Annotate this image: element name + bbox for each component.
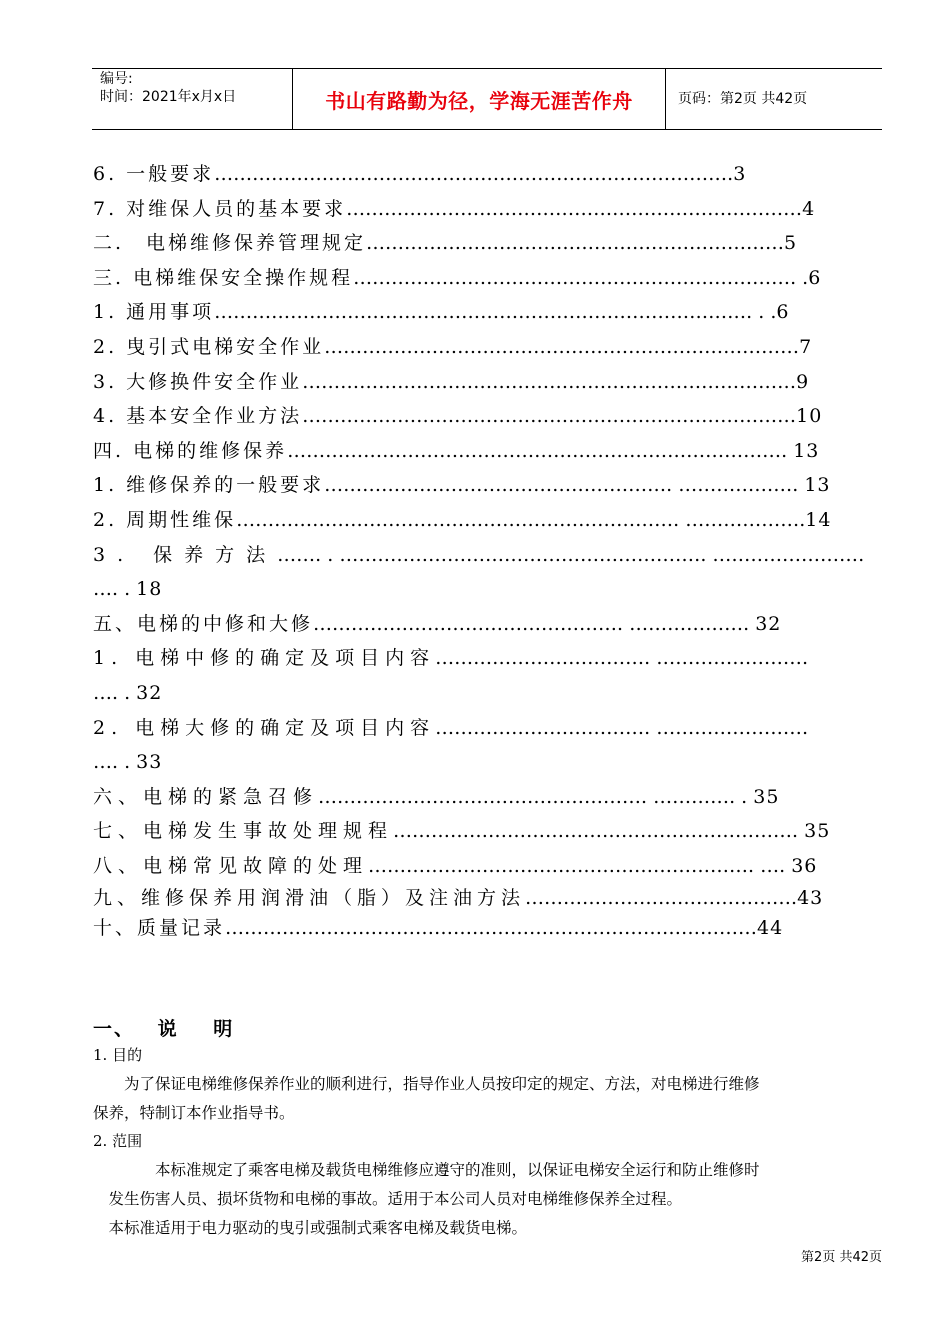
toc-leader: …. . (93, 751, 137, 774)
toc-leader: …. . (93, 578, 137, 601)
toc-leader: ……………………………. …………………… (435, 647, 809, 670)
scope-paragraph (93, 1156, 883, 1243)
toc-leader: ……………………………………………………………. ………………. (236, 508, 806, 531)
toc-leader: ………………………………………………………………… (324, 335, 800, 358)
toc-entry[interactable] (93, 226, 883, 261)
toc-leader: ………………………………………………. ………………. (324, 474, 805, 497)
section-heading-char: 说 (157, 1018, 179, 1040)
toc-page: 18 (136, 578, 163, 601)
subsection-scope: 2. 范围 (93, 1132, 143, 1150)
toc-entry[interactable] (93, 399, 883, 434)
toc-page: 44 (757, 917, 784, 940)
toc-title: 九、维修保养用润滑油（脂）及注油方法 (93, 887, 526, 910)
toc-page: 9 (796, 370, 810, 393)
toc-leader: ………………………………………………………………………. (214, 163, 734, 185)
toc-page: 10 (796, 405, 823, 428)
header-meta (92, 69, 292, 129)
toc-page: 13 (804, 474, 831, 497)
header-page-cell (666, 69, 882, 129)
toc-page: 33 (136, 751, 163, 774)
toc-entry[interactable] (93, 711, 883, 746)
toc-title: 2. 周期性维保 (93, 508, 237, 531)
toc-entry[interactable] (93, 192, 883, 227)
toc-title: 三. 电梯维保安全操作规程 (93, 266, 354, 289)
toc-entry[interactable] (93, 157, 883, 192)
toc-entry[interactable] (93, 468, 883, 503)
toc-page: 5 (784, 232, 798, 255)
toc-title: 二. 电梯维修保养管理规定 (93, 232, 367, 255)
toc-entry[interactable] (93, 365, 883, 400)
table-of-contents (93, 157, 883, 943)
toc-page: 36 (791, 854, 818, 877)
section-heading-char: 明 (213, 1018, 235, 1040)
toc-title: 1. 电梯中修的确定及项目内容 (93, 647, 436, 670)
toc-page: 13 (793, 439, 820, 462)
toc-title: 6. 一般要求 (93, 163, 215, 185)
toc-entry[interactable] (93, 814, 883, 849)
toc-leader: …………………………………………………………………… (302, 405, 797, 428)
toc-page: 35 (753, 785, 780, 808)
toc-page: 43 (797, 887, 824, 910)
header-page-info: 页码：第2页 共42页 (678, 90, 808, 107)
toc-title: 7. 对维保人员的基本要求 (93, 197, 347, 220)
toc-leader: ……………………………………………………………… (346, 197, 803, 220)
toc-title: 3. 保养方法 (93, 543, 278, 566)
toc-leader: ………………………………………………………… (366, 232, 785, 255)
toc-page: 14 (805, 508, 832, 531)
toc-leader: ……. . …………………………………………………. …………………… (277, 543, 865, 566)
toc-leader: ………………………………………………………………………… (225, 917, 758, 940)
toc-page: 6 (776, 301, 790, 324)
toc-leader: ……………………………………………. …………. . (318, 785, 754, 808)
section-number: 一、 (93, 1018, 136, 1040)
toc-leader: …………………………………………………………………… (302, 370, 797, 393)
toc-leader: …. . (93, 681, 137, 704)
toc-page: 32 (136, 681, 163, 704)
toc-title: 2. 电梯大修的确定及项目内容 (93, 716, 436, 739)
toc-page: 4 (802, 197, 816, 220)
toc-leader: ……………………………………………………………. . (353, 266, 809, 289)
paragraph-line: 为了保证电梯维修保养作业的顺利进行，指导作业人员按印定的规定、方法，对电梯进行维修 (93, 1075, 760, 1093)
toc-title: 五、电梯的中修和大修 (93, 612, 314, 635)
subsection-purpose: 1. 目的 (93, 1046, 143, 1064)
toc-entry-continuation[interactable] (93, 745, 883, 780)
header-motto: 书山有路勤为径，学海无涯苦作舟 (325, 88, 633, 113)
toc-entry-continuation[interactable] (93, 676, 883, 711)
toc-title: 1. 维修保养的一般要求 (93, 474, 325, 497)
toc-entry[interactable] (93, 641, 883, 676)
toc-entry[interactable] (93, 538, 883, 573)
toc-leader: ……………………………………………………………………. (287, 439, 794, 462)
toc-entry[interactable] (93, 780, 883, 815)
toc-title: 六、电梯的紧急召修 (93, 785, 319, 808)
toc-entry[interactable] (93, 330, 883, 365)
paragraph-line: 保养，特制订本作业指导书。 (93, 1104, 295, 1122)
toc-title: 八、电梯常见故障的处理 (93, 854, 369, 877)
toc-page: 7 (799, 335, 813, 358)
toc-entry[interactable] (93, 849, 883, 884)
toc-entry[interactable] (93, 295, 883, 330)
toc-entry[interactable] (93, 883, 883, 913)
paragraph-line: 发生伤害人员、损坏货物和电梯的事故。适用于本公司人员对电梯维修保养全过程。 (93, 1190, 683, 1208)
toc-leader: ……………………………………. (525, 887, 798, 910)
paragraph-line: 本标准适用于电力驱动的曳引或强制式乘客电梯及载货电梯。 (93, 1219, 528, 1237)
toc-leader: ……………………………. …………………… (435, 716, 809, 739)
toc-entry[interactable] (93, 913, 883, 943)
page-footer: 第2页 共42页 (801, 1250, 882, 1265)
toc-title: 七、电梯发生事故处理规程 (93, 820, 394, 843)
toc-title: 1. 通用事项 (93, 301, 215, 324)
section-heading (93, 1014, 234, 1041)
toc-title: 4. 基本安全作业方法 (93, 405, 303, 428)
toc-page: 3 (733, 163, 747, 185)
toc-leader: ……………………………………………………. …. (368, 854, 792, 877)
toc-title: 2. 曳引式电梯安全作业 (93, 335, 325, 358)
toc-entry[interactable] (93, 607, 883, 642)
document-time-label: 时间：2021年x月x日 (100, 89, 237, 105)
toc-leader: …………………………………………………………………………. . . (214, 301, 777, 324)
paragraph-line: 本标准规定了乘客电梯及载货电梯维修应遵守的准则，以保证电梯安全运行和防止维修时 (93, 1161, 760, 1179)
toc-title: 3. 大修换件安全作业 (93, 370, 303, 393)
purpose-paragraph (93, 1070, 883, 1128)
page-header (92, 68, 882, 130)
toc-title: 四. 电梯的维修保养 (93, 439, 288, 462)
toc-page: 35 (804, 820, 831, 843)
toc-leader: …………………………………………. ………………. (313, 612, 756, 635)
toc-leader: ………………………………………………………. (393, 820, 805, 843)
toc-page: 32 (755, 612, 782, 635)
toc-entry[interactable] (93, 503, 883, 538)
toc-entry[interactable] (93, 261, 883, 296)
toc-entry[interactable] (93, 434, 883, 469)
toc-entry-continuation[interactable] (93, 572, 883, 607)
toc-title: 十、质量记录 (93, 917, 226, 940)
header-motto-cell (292, 69, 666, 129)
document-number-label: 编号: (100, 71, 133, 87)
toc-page: 6 (808, 266, 822, 289)
